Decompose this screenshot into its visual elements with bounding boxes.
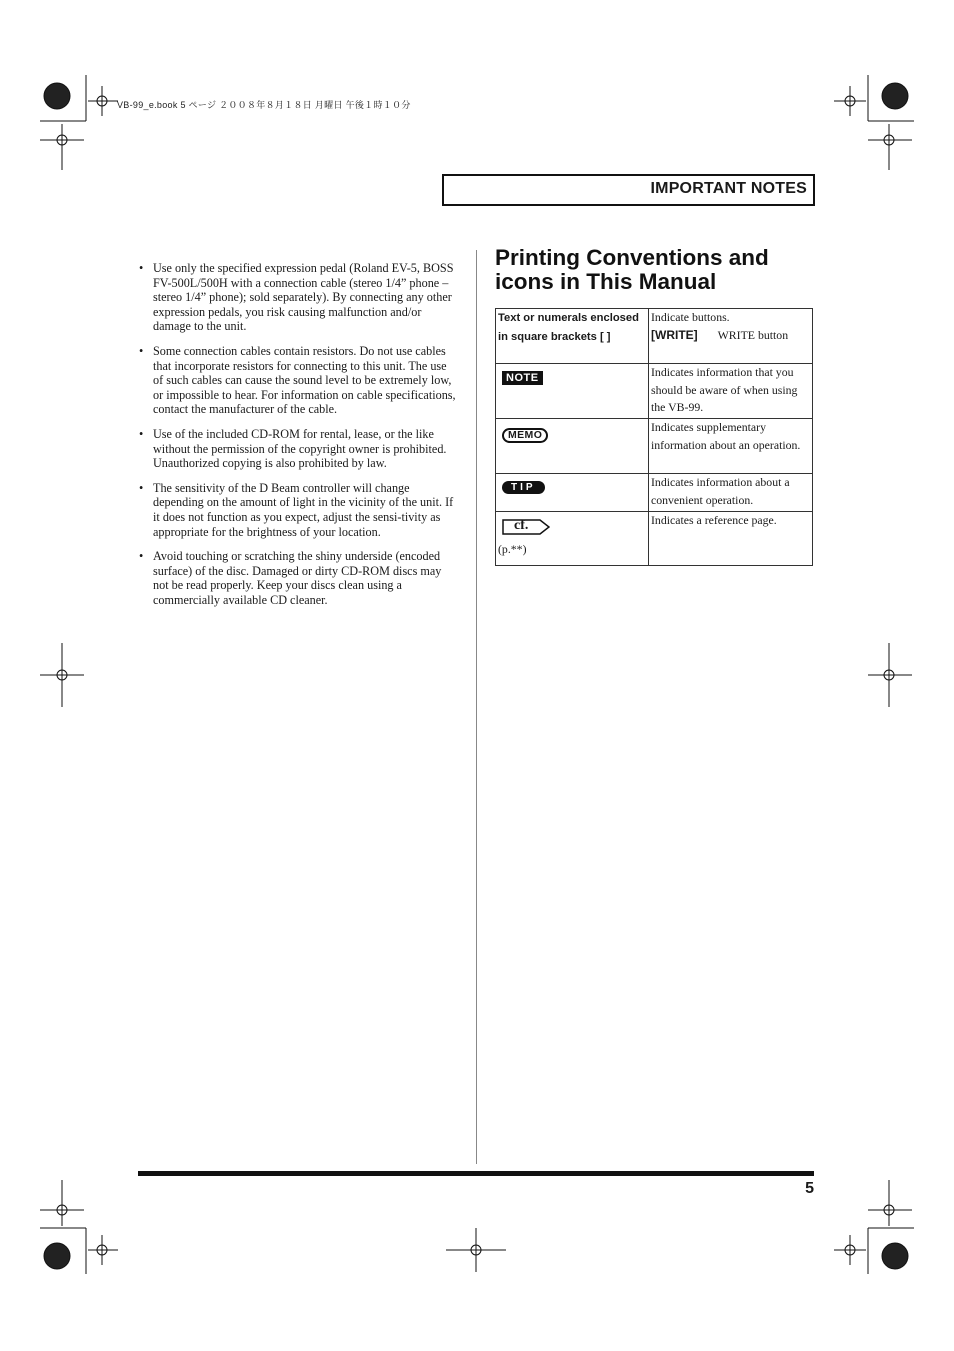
table-row xyxy=(496,419,813,474)
reference-icon-label: cf. xyxy=(514,518,529,533)
section-title-box xyxy=(442,174,815,206)
file-info-header: VB-99_e.book 5 ページ ２００８年８月１８日 月曜日 午後１時１０分 xyxy=(117,100,411,110)
table-row xyxy=(496,512,813,566)
example-text: WRITE button xyxy=(717,327,789,342)
page-number: 5 xyxy=(805,1180,814,1197)
list-item: • The sensitivity of the D Beam controller will change depending on the amount of light in the vicinity of the unit. If it does not function as you expect, adjust the sensi-tivity as appropriate for the brightness of your location. xyxy=(138,481,458,539)
row-description: Indicates supplementary information about an operation. xyxy=(651,420,801,452)
row-description: Indicates a reference page. xyxy=(651,513,777,527)
table-cell xyxy=(496,419,649,474)
table-cell xyxy=(649,364,813,419)
list-item: • Some connection cables contain resistors. Do not use cables that incorporate resistors for connecting to this unit. The use of such cables can cause the sound level to be extremely low, or impossible to hear. For information on cable specifications, contact the manufacturer of the cable. xyxy=(138,344,458,417)
section-title: IMPORTANT NOTES xyxy=(650,180,807,197)
row-description: Indicates information about a convenient operation. xyxy=(651,475,790,507)
row-description: Indicates information that you should be aware of when using the VB-99. xyxy=(651,365,798,414)
table-cell xyxy=(649,474,813,512)
table-cell xyxy=(649,309,813,364)
notes-list xyxy=(138,261,458,617)
table-cell xyxy=(649,419,813,474)
table-row xyxy=(496,474,813,512)
table-cell xyxy=(496,309,649,364)
row-description: Indicate buttons. xyxy=(651,310,730,324)
table-cell xyxy=(496,474,649,512)
memo-icon: MEMO xyxy=(502,428,548,443)
page-ref-placeholder: (p.**) xyxy=(498,541,527,556)
reference-icon xyxy=(502,519,550,535)
note-icon: NOTE xyxy=(502,371,543,385)
table-row xyxy=(496,309,813,364)
example-key: [WRITE] xyxy=(651,327,698,342)
column-divider xyxy=(476,250,477,1164)
brackets-label: Text or numerals enclosed in square brackets [ ] xyxy=(498,312,639,343)
list-item: • Use only the specified expression pedal (Roland EV-5, BOSS FV-500L/500H with a connection cable (stereo 1/4” phone – stereo 1/4” phone); sold separately). By connecting any other expression pedals, you risk causing malfunction and/or damage to the unit. xyxy=(138,261,458,334)
conventions-table xyxy=(495,308,813,566)
page-heading: Printing Conventions and icons in This Manual xyxy=(495,245,769,294)
tip-icon: TIP xyxy=(502,481,545,494)
table-cell xyxy=(496,364,649,419)
footer-rule xyxy=(138,1171,814,1176)
table-cell xyxy=(496,512,649,566)
table-cell xyxy=(649,512,813,566)
table-row xyxy=(496,364,813,419)
list-item: • Avoid touching or scratching the shiny underside (encoded surface) of the disc. Damaged or dirty CD-ROM discs may not be read properly. Keep your discs clean using a commercially available CD cleaner. xyxy=(138,549,458,607)
list-item: • Use of the included CD-ROM for rental, lease, or the like without the permission of the copyright owner is prohibited. Unauthorized copying is also prohibited by law. xyxy=(138,427,458,471)
